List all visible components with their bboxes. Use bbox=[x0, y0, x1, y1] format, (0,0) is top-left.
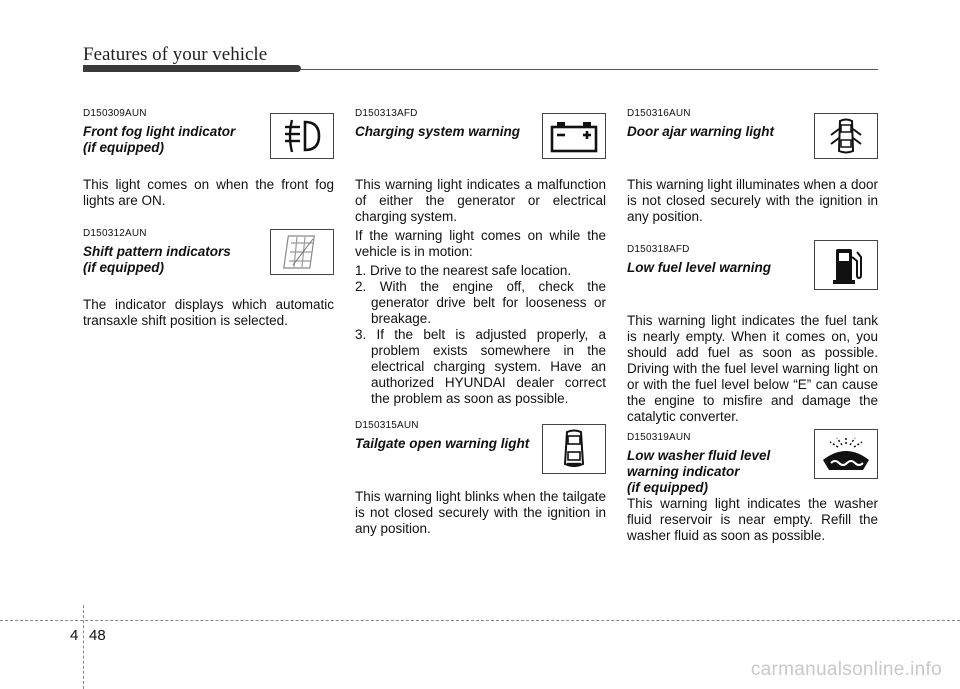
washer-fluid-icon bbox=[814, 429, 878, 479]
section-title: Low fuel level warning bbox=[627, 260, 772, 275]
battery-icon bbox=[542, 113, 606, 159]
section-code: D150319AUN bbox=[627, 432, 691, 443]
footer-rule bbox=[0, 620, 960, 621]
low-fuel-section bbox=[627, 244, 878, 432]
tailgate-open-icon bbox=[542, 424, 606, 474]
column-2 bbox=[355, 108, 606, 537]
tailgate-section bbox=[355, 420, 606, 537]
section-code: D150315AUN bbox=[355, 420, 419, 431]
section-body: This warning light indicates the washer fluid reservoir is near empty. Refill the washer fluid as soon as possible. bbox=[627, 496, 878, 543]
section-title: Charging system warning bbox=[355, 124, 521, 139]
section-body: This warning light blinks when the tailgate is not closed securely with the ignition in any position. bbox=[355, 489, 606, 536]
page-number: 48 bbox=[89, 627, 106, 644]
watermark: carmanualsonline.info bbox=[750, 659, 942, 680]
list-item: 3. If the belt is adjusted properly, a problem exists somewhere in the electrical charging system. Have an authorized HYUNDAI dealer correct the problem as soon as possible. bbox=[355, 327, 606, 406]
section-title: Door ajar warning light bbox=[627, 124, 775, 139]
front-fog-light-icon bbox=[270, 113, 334, 159]
steps-list bbox=[355, 263, 606, 407]
charging-system-section bbox=[355, 108, 606, 420]
section-code: D150318AFD bbox=[627, 244, 690, 255]
title-line: Low washer fluid level bbox=[627, 448, 771, 463]
section-code: D150309AUN bbox=[83, 108, 147, 119]
section-body: This warning light illuminates when a door is not closed securely with the ignition in any position. bbox=[627, 177, 878, 224]
section-title: Tailgate open warning light bbox=[355, 436, 530, 451]
section-title bbox=[627, 448, 797, 496]
footer-divider bbox=[83, 605, 84, 689]
fog-light-section bbox=[83, 108, 334, 228]
section-code: D150312AUN bbox=[83, 228, 147, 239]
title-line: (if equipped) bbox=[83, 140, 164, 155]
door-ajar-icon bbox=[814, 113, 878, 159]
list-item: 2. With the engine off, check the generator drive belt for looseness or breakage. bbox=[355, 279, 606, 326]
section-title bbox=[83, 124, 253, 156]
section-body: If the warning light comes on while the vehicle is in motion: bbox=[355, 228, 606, 259]
chapter-number: 4 bbox=[70, 627, 79, 644]
title-line: (if equipped) bbox=[627, 480, 708, 495]
section-body: This warning light indicates the fuel tank is nearly empty. When it comes on, you should add fuel as soon as possible. Driving with the fuel level warning light on or with the fuel level below “E” can cause the engine to misfire and damage the catalytic converter. bbox=[627, 313, 878, 424]
section-body: This light comes on when the front fog lights are ON. bbox=[83, 177, 334, 208]
shift-pattern-icon bbox=[270, 229, 334, 275]
column-3 bbox=[627, 108, 878, 544]
section-body: The indicator displays which automatic transaxle shift position is selected. bbox=[83, 297, 334, 328]
column-1 bbox=[83, 108, 334, 329]
header-rule bbox=[300, 69, 878, 70]
section-code: D150313AFD bbox=[355, 108, 418, 119]
section-title bbox=[83, 244, 253, 276]
page-header-title: Features of your vehicle bbox=[83, 44, 268, 65]
title-line: warning indicator bbox=[627, 464, 740, 479]
section-body: This warning light indicates a malfunction of either the generator or electrical charging system. bbox=[355, 177, 606, 224]
title-line: (if equipped) bbox=[83, 260, 164, 275]
title-line: Front fog light indicator bbox=[83, 124, 236, 139]
fuel-pump-icon bbox=[814, 240, 878, 290]
washer-fluid-section bbox=[627, 432, 878, 544]
section-code: D150316AUN bbox=[627, 108, 691, 119]
list-item: 1. Drive to the nearest safe location. bbox=[355, 263, 572, 278]
shift-pattern-section bbox=[83, 228, 334, 329]
header-bar bbox=[83, 65, 301, 72]
title-line: Shift pattern indicators bbox=[83, 244, 231, 259]
door-ajar-section bbox=[627, 108, 878, 244]
